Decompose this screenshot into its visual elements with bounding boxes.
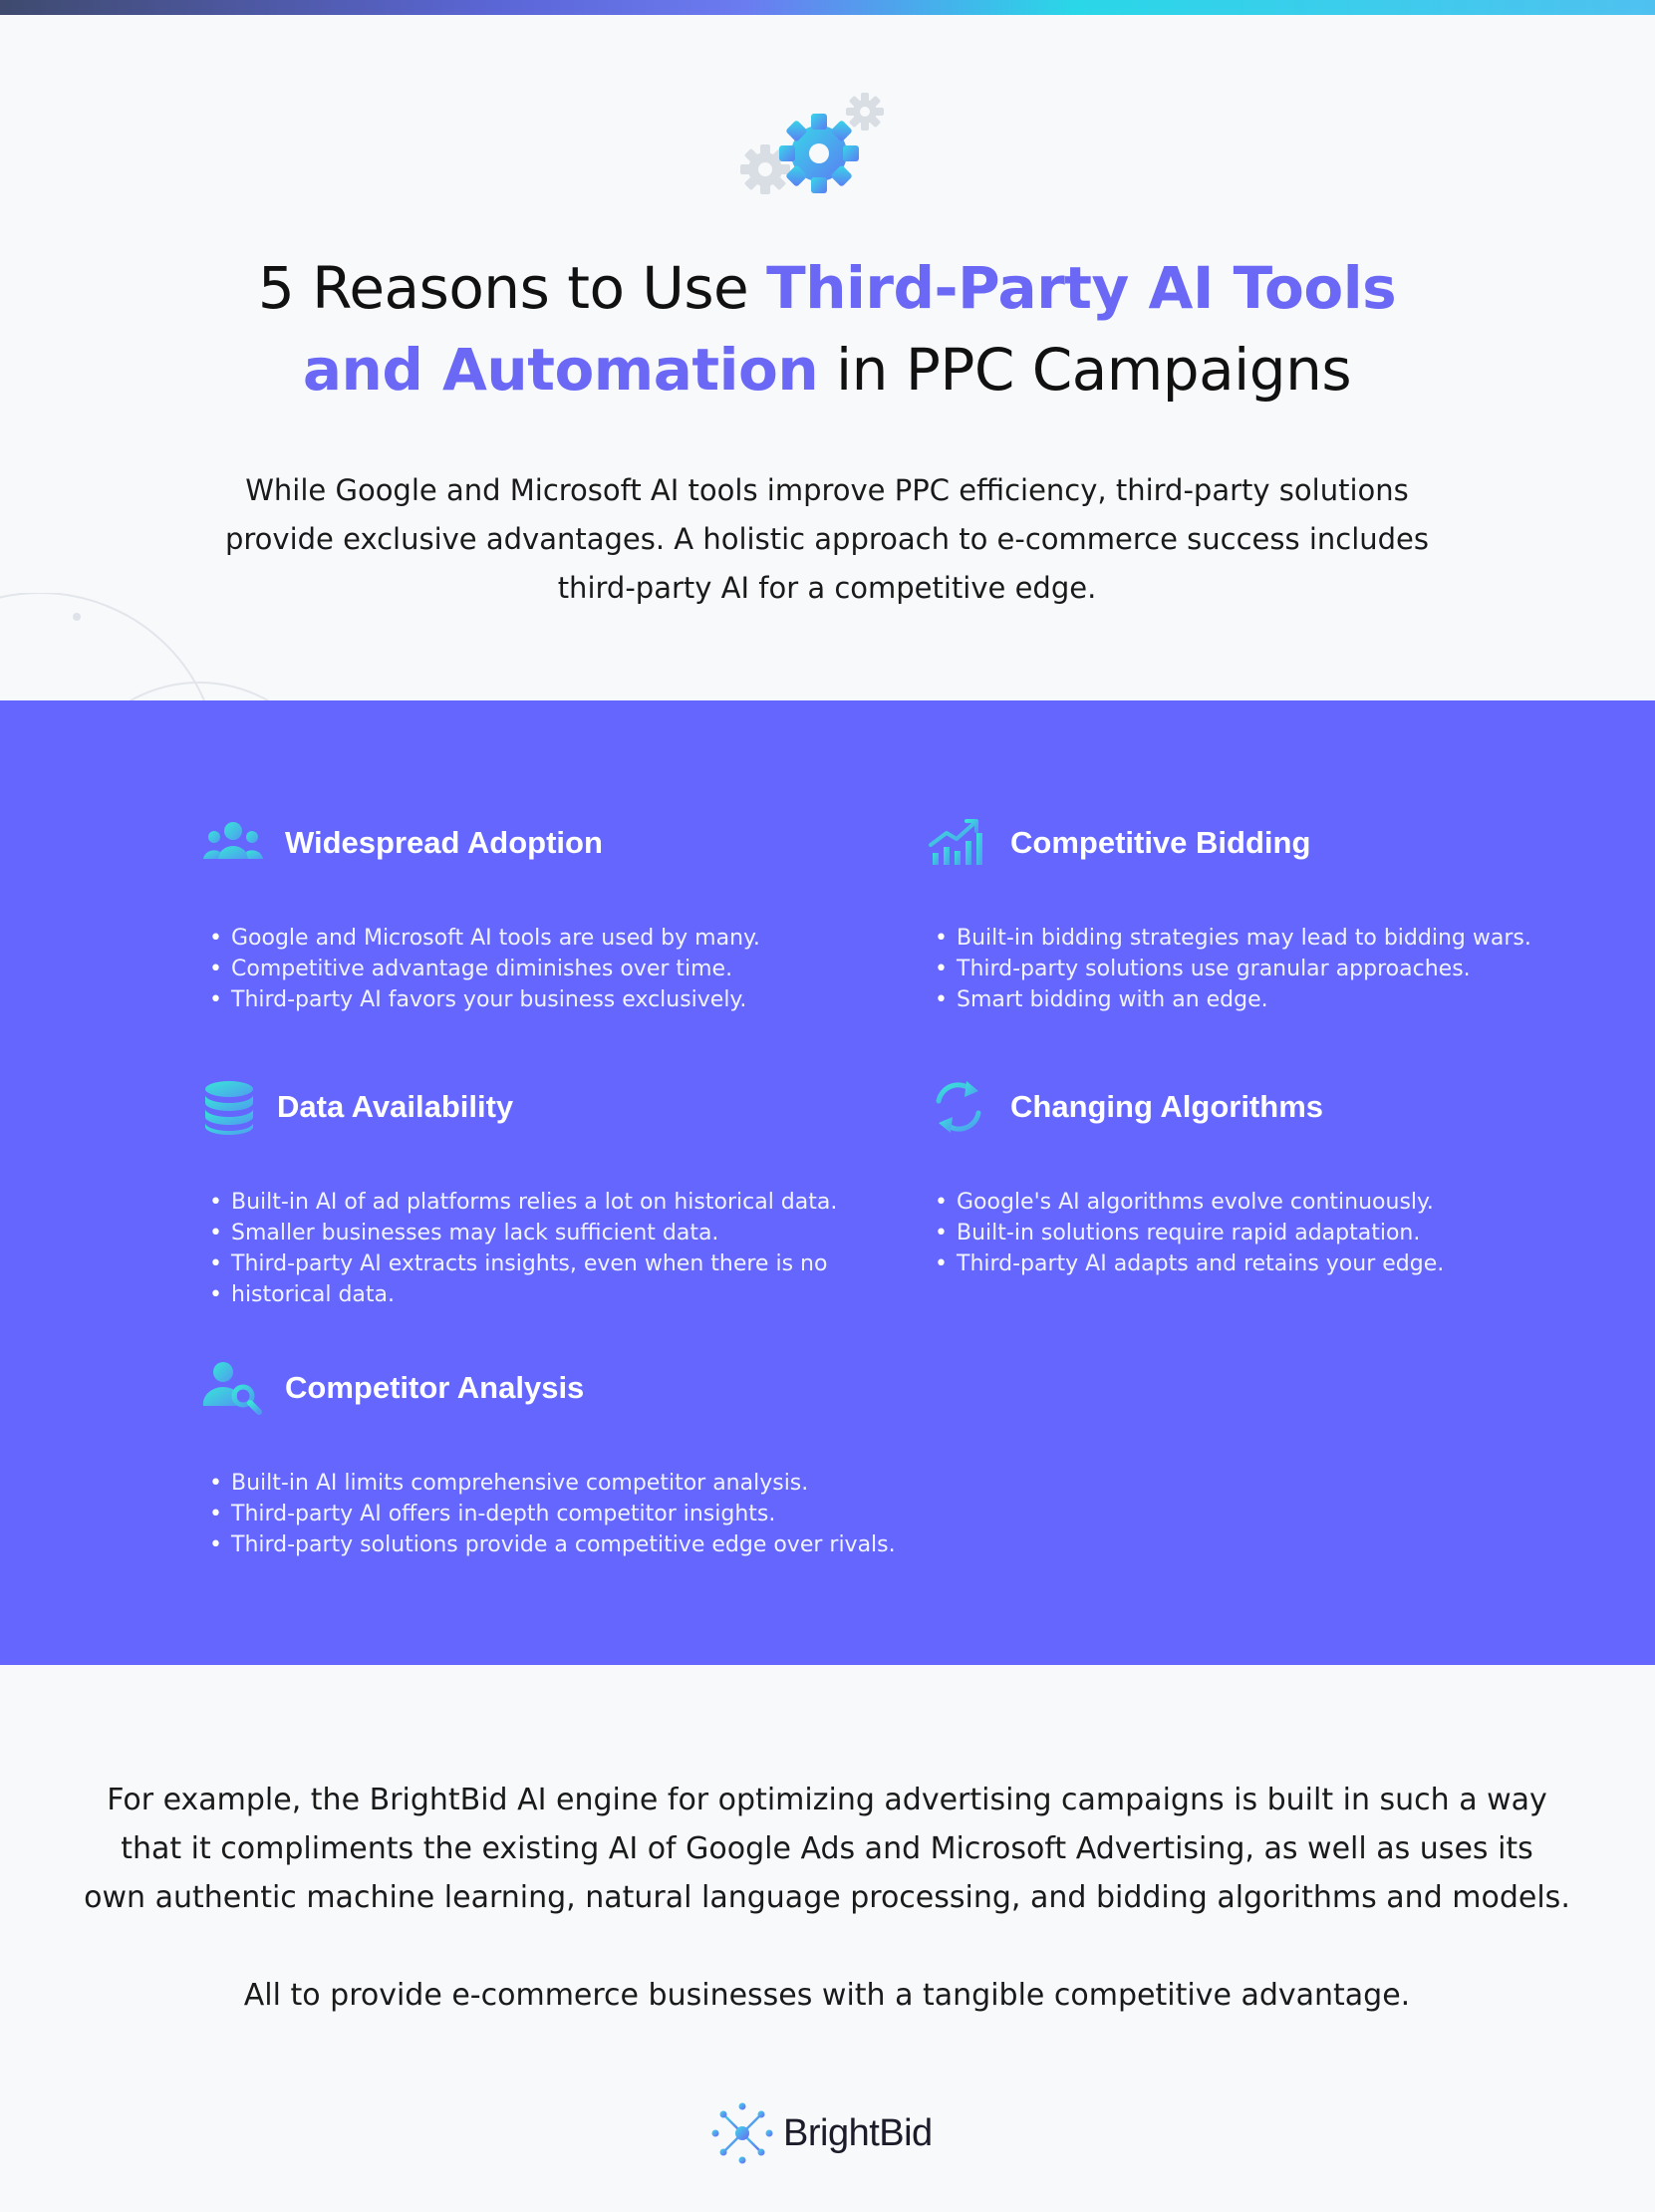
reason-title: Competitive Bidding	[1010, 825, 1311, 860]
list-item: • Third-party AI offers in-depth competitor insights.	[201, 1499, 896, 1529]
reason-title: Data Availability	[277, 1089, 514, 1124]
refresh-icon	[927, 1077, 990, 1137]
footer-paragraph: For example, the BrightBid AI engine for optimizing advertising campaigns is built in such a way that it compliments the existing AI of Google Ads and Microsoft Advertising, as well as uses its own authentic machine learning, natural language processing, and bidding algorithms and models.	[84, 1783, 1570, 1915]
reason-title: Widespread Adoption	[285, 825, 603, 860]
list-item: • Smaller businesses may lack sufficient data.	[201, 1218, 837, 1248]
list-item: • Third-party AI adapts and retains your edge.	[927, 1248, 1444, 1279]
reason-widespread-adoption	[201, 813, 760, 1015]
reason-data-availability	[201, 1077, 837, 1310]
reason-bullets	[201, 1187, 837, 1310]
title-accent-text: Third-Party AI Tools	[766, 254, 1397, 322]
closing-statement: All to provide e-commerce businesses with a tangible competitive advantage.	[243, 1978, 1411, 2013]
title-accent-text: and Automation	[302, 336, 819, 404]
list-item: • historical data.	[201, 1279, 837, 1310]
list-item: • Built-in solutions require rapid adaptation.	[927, 1218, 1444, 1248]
list-item: • Built-in AI limits comprehensive competitor analysis.	[201, 1468, 896, 1499]
users-icon	[201, 813, 265, 873]
list-item: • Smart bidding with an edge.	[927, 984, 1531, 1015]
list-item: • Google's AI algorithms evolve continuously.	[927, 1187, 1444, 1218]
bar-chart-trend-icon	[927, 813, 990, 873]
top-gradient-bar	[0, 0, 1655, 15]
page-title	[130, 247, 1524, 411]
reason-title: Changing Algorithms	[1010, 1089, 1323, 1124]
reason-bullets	[201, 1468, 896, 1560]
reason-bullets	[201, 923, 760, 1015]
database-icon	[201, 1077, 257, 1137]
brand-name: BrightBid	[783, 2111, 933, 2154]
list-item: • Third-party AI extracts insights, even when there is no	[201, 1248, 837, 1279]
reason-bullets	[927, 923, 1531, 1015]
list-item: • Third-party solutions provide a competitive edge over rivals.	[201, 1529, 896, 1560]
list-item: • Third-party AI favors your business exclusively.	[201, 984, 760, 1015]
title-text: 5 Reasons to Use	[257, 254, 767, 322]
title-text: in PPC Campaigns	[818, 336, 1352, 404]
reason-competitive-bidding	[927, 813, 1531, 1015]
brand-logo[interactable]	[709, 2100, 933, 2166]
reason-bullets	[927, 1187, 1444, 1279]
list-item: • Built-in bidding strategies may lead to bidding wars.	[927, 923, 1531, 954]
reasons-section	[0, 700, 1655, 1665]
gears-icon	[735, 88, 891, 199]
list-item: • Built-in AI of ad platforms relies a lot on historical data.	[201, 1187, 837, 1218]
reason-changing-algorithms	[927, 1077, 1444, 1279]
list-item: • Google and Microsoft AI tools are used by many.	[201, 923, 760, 954]
reason-title: Competitor Analysis	[285, 1370, 585, 1405]
intro-paragraph: While Google and Microsoft AI tools improve PPC efficiency, third-party solutions provide exclusive advantages. A holistic approach to e-commerce success includes third-party AI for a competitive edge.	[224, 473, 1430, 605]
user-search-icon	[201, 1358, 265, 1418]
list-item: • Competitive advantage diminishes over time.	[201, 954, 760, 984]
reason-competitor-analysis	[201, 1358, 896, 1560]
brightbid-logo-icon	[709, 2100, 775, 2166]
list-item: • Third-party solutions use granular approaches.	[927, 954, 1531, 984]
